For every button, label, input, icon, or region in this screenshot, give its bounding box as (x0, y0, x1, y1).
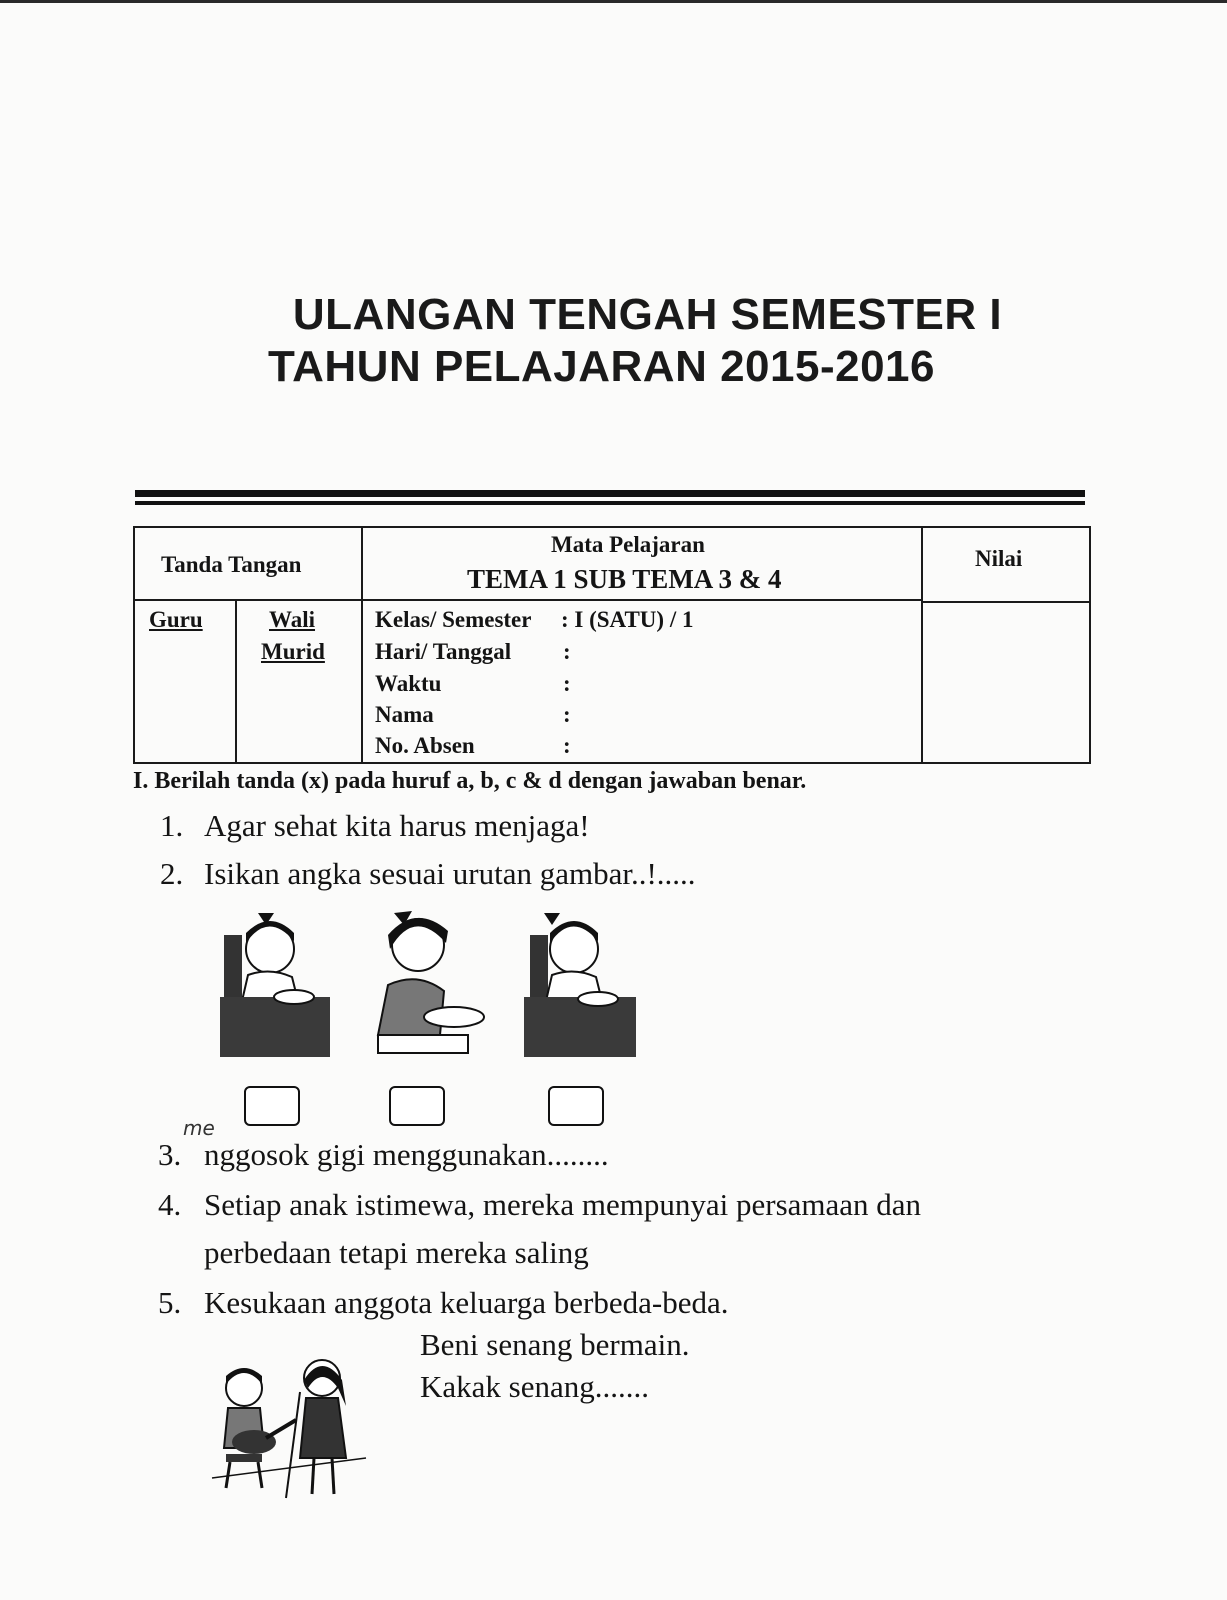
teacher-label: Guru (149, 607, 203, 632)
subject-label: Mata Pelajaran (551, 532, 705, 557)
meal-sequence-illustration (218, 905, 648, 1085)
question-2-text: Isikan angka sesuai urutan gambar..!..... (204, 856, 696, 891)
time-label: Waktu (375, 671, 442, 696)
info-table (133, 526, 1091, 764)
student-info-cell (361, 599, 923, 764)
exam-year: TAHUN PELAJARAN 2015-2016 (268, 342, 935, 391)
picture-2-girl-washing (378, 911, 484, 1053)
class-value[interactable]: : I (SATU) / 1 (561, 607, 694, 632)
picture-1-girl-eating (220, 913, 330, 1057)
question-3-text: nggosok gigi menggunakan........ (204, 1137, 609, 1172)
class-label: Kelas/ Semester (375, 607, 532, 632)
q5-sentence-1: Beni senang bermain. (420, 1327, 690, 1362)
picture-3-girl-at-table (524, 913, 636, 1057)
name-value[interactable]: : (563, 702, 571, 727)
roll-number-label: No. Absen (375, 733, 475, 758)
signature-label: Tanda Tangan (161, 552, 302, 577)
section-instruction: I. Berilah tanda (x) pada huruf a, b, c & d dengan jawaban benar. (133, 768, 807, 794)
boy-playing-guitar (224, 1368, 296, 1488)
roll-number-value[interactable]: : (563, 733, 571, 758)
parent-label-2: Murid (261, 639, 325, 664)
score-cell (921, 526, 1091, 764)
name-label: Nama (375, 702, 434, 727)
q5-sentence-2: Kakak senang....... (420, 1369, 649, 1404)
answer-box-2[interactable] (389, 1086, 445, 1126)
scan-edge-line (0, 0, 1227, 3)
score-divider (923, 601, 1089, 603)
question-3-number: 3. (158, 1137, 182, 1172)
subject-header-cell (361, 526, 923, 601)
parent-signature-cell[interactable] (235, 599, 363, 764)
time-value[interactable]: : (563, 671, 571, 696)
question-4-text: Setiap anak istimewa, mereka mempunyai persamaan dan (204, 1187, 922, 1222)
question-4-text-cont: perbedaan tetapi mereka saling (204, 1235, 589, 1270)
header-rule-thin (135, 501, 1085, 505)
exam-title: ULANGAN TENGAH SEMESTER I (292, 290, 1003, 339)
question-4-number: 4. (158, 1187, 182, 1222)
date-value[interactable]: : (563, 639, 571, 664)
score-label: Nilai (975, 546, 1023, 571)
girl-singing (286, 1360, 346, 1498)
answer-box-3[interactable] (548, 1086, 604, 1126)
question-1-text: Agar sehat kita harus menjaga! (204, 808, 590, 843)
question-1-number: 1. (160, 808, 184, 843)
subject-value: TEMA 1 SUB TEMA 3 & 4 (467, 564, 782, 594)
question-5-text: Kesukaan anggota keluarga berbeda-beda. (204, 1285, 729, 1320)
header-rule-thick (135, 490, 1085, 497)
handwritten-prefix: me (183, 1116, 215, 1140)
signature-header-cell (133, 526, 363, 601)
question-2-number: 2. (160, 856, 184, 891)
question-5-number: 5. (158, 1285, 182, 1320)
date-label: Hari/ Tanggal (375, 639, 512, 664)
parent-label-1: Wali (269, 607, 316, 632)
music-illustration (206, 1358, 376, 1508)
answer-box-1[interactable] (244, 1086, 300, 1126)
teacher-signature-cell[interactable] (133, 599, 237, 764)
